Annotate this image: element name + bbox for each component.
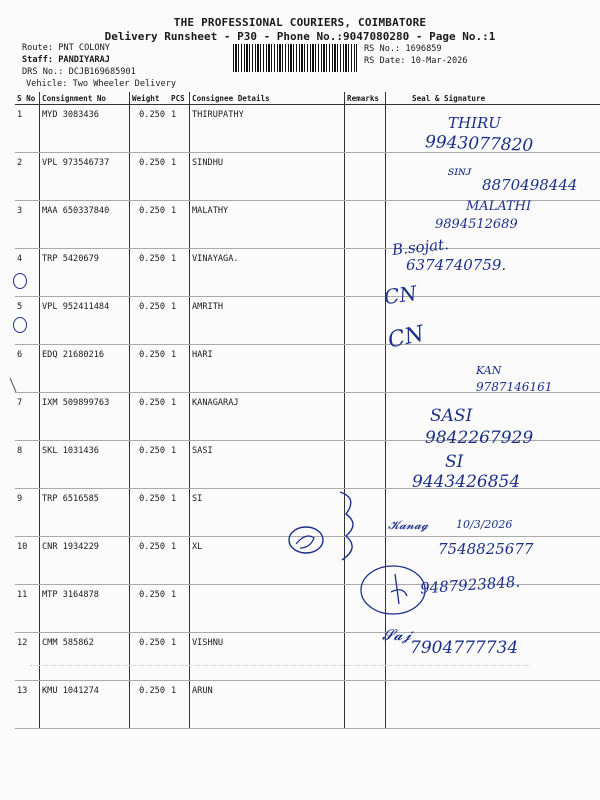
cell-sno: 9 (15, 489, 40, 537)
hw-row4-phone: 6374740759. (406, 256, 507, 274)
cell-consignee: KANAGARAJ (190, 393, 345, 441)
circle-mark-5 (13, 273, 27, 289)
cell-consignee: THIRUPATHY (190, 105, 345, 153)
bracket-scribble (280, 488, 380, 568)
cell-sno: 8 (15, 441, 40, 489)
cell-weight: 0.250 (130, 249, 170, 297)
cell-consignee: XL (190, 537, 345, 585)
vehicle-label: Vehicle: Two Wheeler Delivery (26, 79, 177, 89)
hw-row7-phone: 9787146161 (476, 380, 553, 394)
cell-sno: 10 (15, 537, 40, 585)
hw-row2-scribble: ꜱɪɴᴊ (448, 164, 472, 178)
hw-row13-phone: 7904777734 (410, 638, 519, 658)
cell-weight: 0.250 (130, 441, 170, 489)
cell-sno: 7 (15, 393, 40, 441)
staff-label: Staff: PANDIYARAJ (22, 55, 110, 65)
cell-weight: 0.250 (130, 633, 170, 681)
circle-mark-6 (13, 317, 27, 333)
cell-sno: 13 (15, 681, 40, 729)
table-row (15, 249, 600, 297)
cell-consignment: TRP 6516585 (40, 489, 130, 537)
cell-sno: 3 (15, 201, 40, 249)
cell-remarks (345, 633, 386, 681)
table-header-row (15, 92, 600, 105)
cell-sno: 2 (15, 153, 40, 201)
cell-consignee: SINDHU (190, 153, 345, 201)
company-title: THE PROFESSIONAL COURIERS, COIMBATORE (173, 16, 427, 29)
hw-row1-phone: 9943077820 (424, 132, 534, 156)
cell-consignment: CNR 1934229 (40, 537, 130, 585)
cell-sno: 12 (15, 633, 40, 681)
table-row (15, 585, 600, 633)
col-sno: S No (15, 92, 40, 105)
cell-pcs: 1 (169, 585, 190, 633)
hw-row4-name: B.sojat. (391, 235, 450, 259)
cell-consignee: SI (190, 489, 345, 537)
hw-row5-cn: CN (382, 280, 419, 310)
cell-pcs: 1 (169, 297, 190, 345)
cell-remarks (345, 681, 386, 729)
cell-consignee: AMRITH (190, 297, 345, 345)
runsheet-subtitle: Delivery Runsheet - P30 - Phone No.:9047080280 - Page No.:1 (104, 30, 496, 43)
cell-pcs: 1 (169, 105, 190, 153)
cell-weight: 0.250 (130, 345, 170, 393)
cell-consignment: MAA 650337840 (40, 201, 130, 249)
cell-consignee: SASI (190, 441, 345, 489)
rs-number: RS No.: 1696859 (364, 44, 442, 54)
cell-pcs: 1 (169, 393, 190, 441)
cell-remarks (345, 441, 386, 489)
col-weight: Weight (130, 92, 170, 105)
cell-weight: 0.250 (130, 681, 170, 729)
cell-weight: 0.250 (130, 201, 170, 249)
hw-row7-name: KAN (476, 364, 502, 377)
hw-row9-phone: 9443426854 (412, 472, 521, 492)
col-remarks: Remarks (345, 92, 386, 105)
cell-pcs: 1 (169, 153, 190, 201)
hw-row13-sign: 𝓢𝓪𝓳 (382, 626, 412, 644)
cell-remarks (345, 201, 386, 249)
cell-consignee: VINAYAGA. (190, 249, 345, 297)
footer-dotted-line (30, 665, 530, 666)
rs-date: RS Date: 10-Mar-2026 (364, 56, 468, 66)
cell-seal (386, 681, 600, 729)
hw-row6-cn: CN (385, 321, 427, 354)
cell-consignment: KMU 1041274 (40, 681, 130, 729)
cell-remarks (345, 105, 386, 153)
hw-row8-name: SASI (430, 406, 473, 426)
cell-pcs: 1 (169, 345, 190, 393)
cell-consignment: VPL 973546737 (40, 153, 130, 201)
cell-sno: 1 (15, 105, 40, 153)
route-label: Route: PNT COLONY (22, 43, 110, 53)
cell-consignee: ARUN (190, 681, 345, 729)
cell-weight: 0.250 (130, 585, 170, 633)
hw-row11-sign: 𝓚𝓪𝓷𝓪𝓰 (388, 518, 429, 532)
cell-consignee: VISHNU (190, 633, 345, 681)
hw-row9-name: SI (445, 452, 464, 472)
cell-remarks (345, 297, 386, 345)
cell-weight: 0.250 (130, 393, 170, 441)
hw-row2-phone: 8870498444 (482, 176, 578, 194)
cell-weight: 0.250 (130, 297, 170, 345)
hw-row3-name: MALATHI (466, 199, 532, 214)
cell-pcs: 1 (169, 681, 190, 729)
table-row (15, 681, 600, 729)
hw-row11-phone: 7548825677 (438, 540, 534, 558)
cell-consignee (190, 585, 345, 633)
cell-consignment: IXM 509899763 (40, 393, 130, 441)
hw-row8-phone: 9842267929 (425, 428, 534, 448)
cell-pcs: 1 (169, 489, 190, 537)
cell-pcs: 1 (169, 537, 190, 585)
hw-row3-phone: 9894512689 (435, 217, 518, 232)
row7-stray-mark (8, 376, 22, 394)
drs-number: DRS No.: DCJB169685901 (22, 67, 136, 77)
hw-row1-name: THIRU (448, 114, 501, 132)
cell-consignment: EDQ 21680216 (40, 345, 130, 393)
col-consignment: Consignment No (40, 92, 130, 105)
cell-pcs: 1 (169, 249, 190, 297)
col-seal: Seal & Signature (386, 92, 600, 105)
cell-consignment: MYD 3083436 (40, 105, 130, 153)
cell-weight: 0.250 (130, 537, 170, 585)
cell-consignment: CMM 585862 (40, 633, 130, 681)
cell-pcs: 1 (169, 201, 190, 249)
cell-weight: 0.250 (130, 105, 170, 153)
hw-row12-phone: 9487923848. (419, 572, 521, 598)
cell-remarks (345, 153, 386, 201)
cell-consignee: MALATHY (190, 201, 345, 249)
cell-sno: 11 (15, 585, 40, 633)
cell-sno: 6 (15, 345, 40, 393)
cell-weight: 0.250 (130, 489, 170, 537)
barcode (233, 44, 357, 72)
cell-consignment: VPL 952411484 (40, 297, 130, 345)
cell-weight: 0.250 (130, 153, 170, 201)
col-consignee: Consignee Details (190, 92, 345, 105)
cell-pcs: 1 (169, 633, 190, 681)
cell-remarks (345, 393, 386, 441)
cell-consignment: SKL 1031436 (40, 441, 130, 489)
col-pcs: PCS (169, 92, 190, 105)
cell-consignment: TRP 5420679 (40, 249, 130, 297)
cell-sno: 4 (15, 249, 40, 297)
cell-remarks (345, 345, 386, 393)
cell-remarks (345, 249, 386, 297)
cell-sno: 5 (15, 297, 40, 345)
cell-pcs: 1 (169, 441, 190, 489)
row12-circle-scribble (355, 560, 435, 620)
cell-consignee: HARI (190, 345, 345, 393)
table-row (15, 297, 600, 345)
cell-consignment: MTP 3164878 (40, 585, 130, 633)
hw-row11-date: 10/3/2026 (456, 518, 513, 531)
